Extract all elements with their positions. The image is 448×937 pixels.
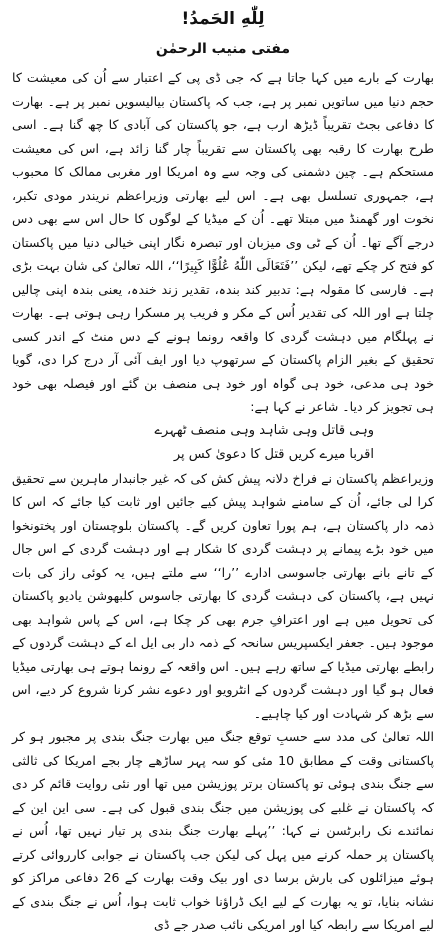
author-name: مفتی منیب الرحمٰن bbox=[155, 41, 291, 57]
article-heading: لِلّٰهِ الحَمدُ! bbox=[181, 9, 265, 29]
paragraph: وزیراعظم پاکستان نے فراخ دلانہ پیش کش کی کہ غیر جانبدار ماہرین سے تحقیق کرا لی جائے، اُن کے سامنے شواہد پیش کیے جائیں اور ثابت کیا جائے کہ اس کا ذمہ دار پاکستان ہے، ہم پورا تعاون کریں گے۔ پاکستان بلوچستان اور پختونخوا میں خود بڑے پیمانے پر دہشت گردی کا شکار ہے اور دہشت گردی کے اس جال کے تانے بانے بھارتی جاسوسی ادارے ’’را‘‘ سے ملتے ہیں، یہ کوئی راز کی بات نہیں ہے، پاکستان کی دہشت گردی کا بھارتی جاسوس کلبھوشن یادیو پاکستان کی تحویل میں ہے اور اعترافِ جرم بھی کر چکا ہے، اس کے پاس شواہد بھی موجود ہیں۔ جعفر ایکسپریس سانحہ کے ذمہ دار بی ایل اے کے دہشت گردوں کے رابطے بھارتی میڈیا کے ساتھ رہے ہیں۔ اس واقعہ کے رونما ہوتے ہی بھارتی میڈیا فعال ہو گیا اور دہشت گردوں کے انٹرویو اور دعوے نشر کرنا شروع کر دیے، اس سے بڑھ کر شہادت اور کیا چاہیے۔ bbox=[12, 470, 434, 721]
verse-line bbox=[12, 419, 434, 443]
paragraph: اللہ تعالیٰ کی مدد سے حسبِ توقع جنگ میں بھارت جنگ بندی پر مجبور ہو کر پاکستانی وقت کے مطابق 10 مئی کو سہ پہر ساڑھے چار بجے امریکا کی ثالثی سے جنگ بندی ہوئی تو پاکستان برتر پوزیشن میں تھا اور نئی روایت قائم کر دی کہ پاکستان نے غلبے کی پوزیشن میں جنگ بندی قبول کی ہے۔ سی این این کے نمائندے نک رابرٹسن نے کہا: ’’پہلے بھارت جنگ بندی پر تیار نہیں تھا، اُس نے پاکستان پر حملہ کرنے میں پہل کی لیکن جب پاکستان نے جوابی کارروائی کرتے ہوئے میزائلوں کی بارش برسا دی اور بیک وقت بھارت کے 26 دفاعی مراکز کو نشانہ بنایا، تو یہ بھارت کے لیے ایک ڈراؤنا خواب ثابت ہوا، اُس نے جنگ بندی کے لیے امریکا سے رابطہ کیا اور امریکی نائب صدر جے ڈی bbox=[12, 729, 434, 932]
paragraph: بھارت کے بارے میں کہا جاتا ہے کہ جی ڈی پی کے اعتبار سے اُن کی معیشت کا حجم دنیا میں ساتویں نمبر پر ہے، جب کہ پاکستان بیالیسویں نمبر پر ہے۔ بھارت کا دفاعی بجٹ تقریباً ڈیڑھ ارب ہے، جو پاکستان کی آبادی کا چھ گنا ہے۔ اسی طرح بھارت کا رقبہ بھی پاکستان سے تقریباً چار گنا زائد ہے، اس کی معیشت مستحکم ہے۔ چین دشمنی کی وجہ سے وہ امریکا اور مغربی ممالک کا محبوب ہے، جمہوری تسلسل بھی ہے۔ اس لیے بھارتی وزیراعظم نریندر مودی تکبر، نخوت اور گھمنڈ میں مبتلا تھے۔ اُن کے میڈیا کے لوگوں کا حال اس سے بھی دس درجے آگے تھا۔ اُن کے ٹی وی میزبان اور تبصرہ نگار اپنی خیالی دنیا میں پاکستان کو فتح کر چکے تھے، لیکن ’’فَتَعَالَى اللّٰهُ عُلُوًّا كَبِيرًا‘‘، اللہ تعالیٰ کی شان بہت بڑی ہے۔ فارسی کا مقولہ ہے: تدبیر کند بندہ، تقدیر زند خندہ، یعنی بندہ اپنی چالیں چلتا ہے اور اللہ کی تقدیر اُس کے مکر و فریب پر مسکرا رہی ہوتی ہے۔ بھارت نے پہلگام میں دہشت گردی کا واقعہ رونما ہونے کے دس منٹ کے اندر کسی تحقیق کے بغیر الزام پاکستان کے سرتھوپ دیا اور ایف آئی آر درج کرا دی، گویا خود ہی مدعی، خود ہی گواہ اور خود ہی منصف بن گئے اور فیصلہ بھی خود ہی تجویز کر دیا۔ شاعر نے کہا ہے: bbox=[12, 70, 434, 414]
verse-line bbox=[12, 443, 434, 467]
verse-text: وہی قاتل وہی شاہد وہی منصف ٹھہرے bbox=[154, 422, 374, 438]
verse-text: اقربا میرے کریں قتل کا دعویٰ کس پر bbox=[173, 446, 374, 462]
